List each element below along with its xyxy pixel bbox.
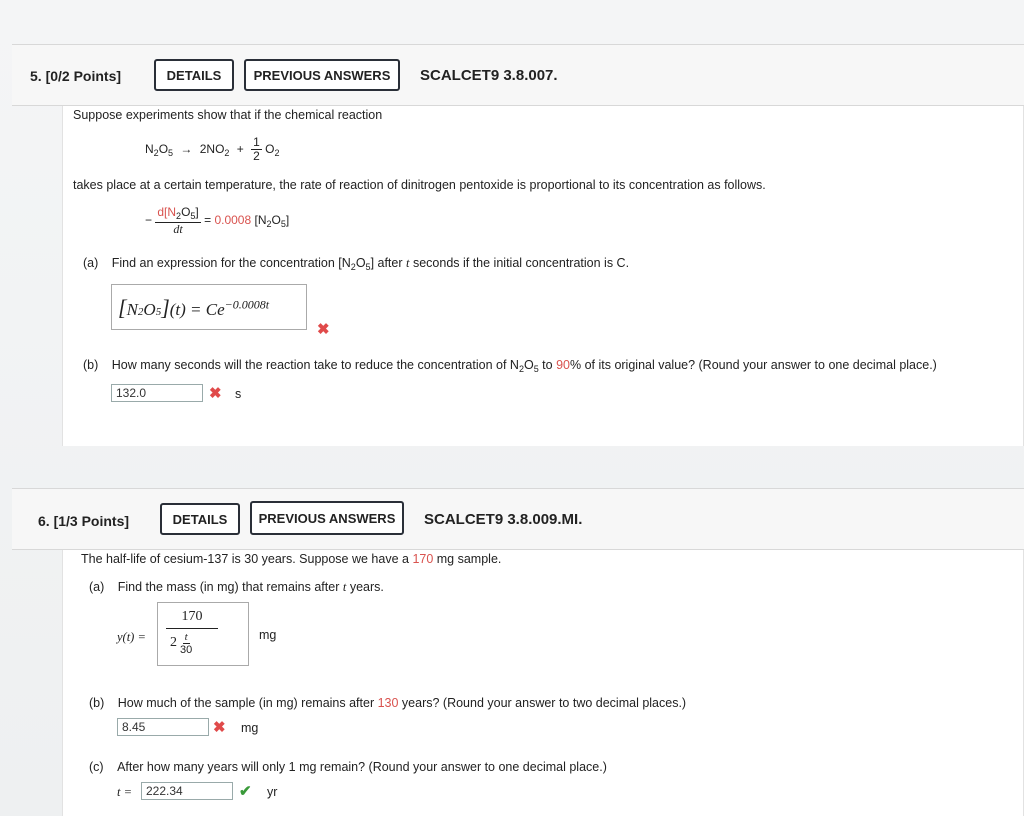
- part-b-unit: mg: [241, 721, 259, 735]
- problem-6-code: SCALCET9 3.8.009.MI.: [424, 511, 583, 528]
- problem-5-code: SCALCET9 3.8.007.: [420, 67, 558, 84]
- part-a-unit: mg: [259, 628, 277, 642]
- previous-answers-button[interactable]: PREVIOUS ANSWERS: [250, 501, 404, 535]
- problem-5-header: [12, 44, 1024, 106]
- part-a-question: (a) Find the mass (in mg) that remains after t years.: [89, 580, 384, 594]
- rate-equation: − $\frac{d[N_2O_5]}{dt}$ = 0.0008 $[N_2O_5]$: [145, 205, 290, 236]
- problem-6-body: [62, 550, 1024, 816]
- correct-check-icon: ✔: [239, 783, 252, 800]
- part-c-lhs: t =: [117, 785, 133, 799]
- rate-description: takes place at a certain temperature, the rate of reaction of dinitrogen pentoxide is proportional to its concentration as follows.: [73, 178, 766, 192]
- incorrect-icon: ✖: [213, 719, 226, 736]
- problem-5-title: 5. [0/2 Points]: [30, 68, 122, 84]
- part-b-question: (b) How many seconds will the reaction take to reduce the concentration of $N_2O_5$ to 90% of its original value? (Round your answer to one decimal place.): [83, 358, 937, 374]
- incorrect-icon: ✖: [209, 385, 222, 402]
- previous-answers-button[interactable]: PREVIOUS ANSWERS: [244, 59, 400, 91]
- part-b-answer-input[interactable]: 8.45: [117, 718, 209, 736]
- details-button[interactable]: DETAILS: [160, 503, 240, 535]
- part-c-answer-input[interactable]: 222.34: [141, 782, 233, 800]
- part-a-answer-box[interactable]: [111, 284, 307, 330]
- part-a-numerator: 170: [181, 609, 203, 624]
- part-c-question: (c) After how many years will only 1 mg remain? (Round your answer to one decimal place.): [89, 760, 607, 774]
- part-c-unit: yr: [267, 785, 278, 799]
- problem-6-title: 6. [1/3 Points]: [38, 513, 130, 529]
- part-b-answer-input[interactable]: 132.0: [111, 384, 203, 402]
- part-b-question: (b) How much of the sample (in mg) remains after 130 years? (Round your answer to two decimal places.): [89, 696, 687, 710]
- part-a-lhs: y(t) =: [117, 630, 146, 644]
- part-b-unit: s: [235, 387, 242, 401]
- details-button[interactable]: DETAILS: [154, 59, 234, 91]
- part-a-base: 2: [170, 635, 177, 650]
- reaction-equation: $N_2O_5 \to 2NO_2$ + $\frac{1}{2}$ $O_2$: [145, 135, 280, 164]
- problem-5-intro: Suppose experiments show that if the chemical reaction: [73, 108, 383, 122]
- problem-6-header: [12, 488, 1024, 550]
- part-a-answer-expression: $[N2O5](t) = Ce^{-0.0008t}$: [118, 295, 270, 320]
- part-a-answer-box[interactable]: [157, 602, 249, 666]
- incorrect-icon: ✖: [317, 321, 330, 338]
- part-a-question: (a) Find an expression for the concentration $[N_2O_5]$ after t seconds if the initial concentration is C.: [83, 256, 630, 272]
- problem-6-intro: The half-life of cesium-137 is 30 years. Suppose we have a 170 mg sample.: [81, 552, 502, 566]
- part-a-exponent: $\frac{t}{30}$: [180, 631, 193, 657]
- problem-5-body: [62, 106, 1024, 446]
- fraction-line: [166, 628, 218, 629]
